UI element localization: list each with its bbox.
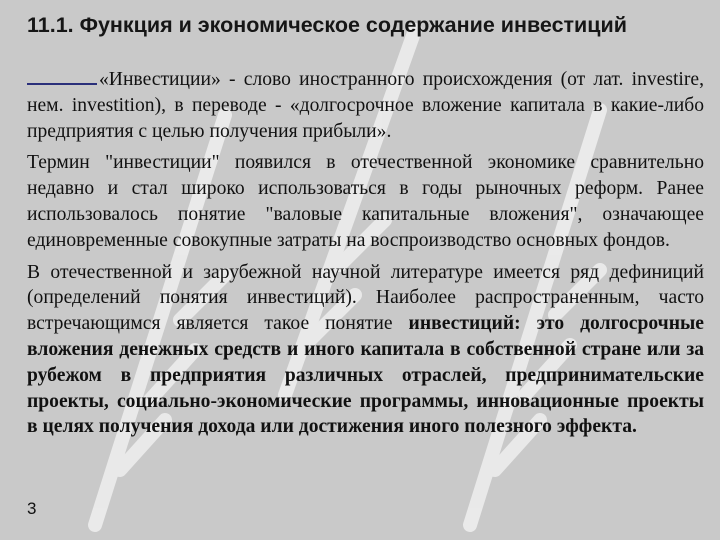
paragraph-term-history: Термин "инвестиции" появился в отечественной экономике сравнительно недавно и стал широко использоваться в годы рыночных реформ. Ранее использовалось понятие "валовые капитальные вложения", означающее единовременные совокупные затраты на воспроизводство основных фондов.: [27, 152, 704, 251]
underline-rule: [27, 83, 97, 85]
definition-bold-text: инвестиций: это долгосрочные вложения денежных средств и иного капитала в собственной стране или за рубежом в предприятия различных отраслей, предпринимательские проекты, социально-экономические программы, инновационные проекты в целях получения дохода или достижения иного полезного эффекта.: [27, 313, 704, 438]
page-title: 11.1. Функция и экономическое содержание инвестиций: [27, 13, 627, 37]
page-number: 3: [27, 499, 37, 518]
slide-body: [27, 67, 704, 446]
paragraph-etymology: [27, 67, 704, 144]
paragraph-definition: [27, 260, 704, 441]
definition-intro-text: В отечественной и зарубежной научной литературе имеется ряд дефиниций (определений понятия инвестиций). Наиболее распространенным, часто встречающимся является такое понятие: [27, 261, 704, 335]
paragraph-etymology-text: «Инвестиции» - слово иностранного происхождения (от лат. investire, нем. investition), в переводе - «долгосрочное вложение капитала в какие-либо предприятия с целью получения прибыли».: [27, 69, 704, 142]
